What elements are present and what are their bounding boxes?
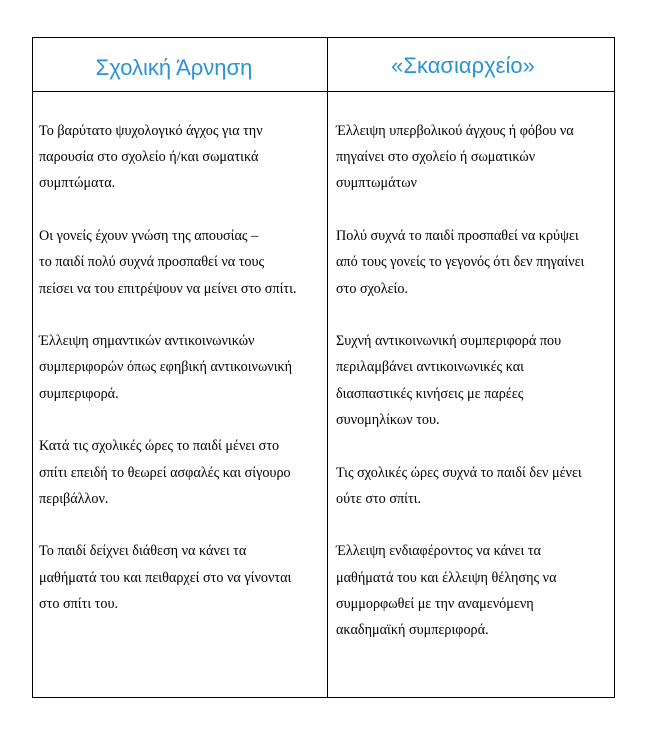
left-line: Οι γονείς έχουν γνώση της απουσίας – <box>39 228 259 245</box>
right-line: Έλλειψη ενδιαφέροντος να κάνει τα <box>336 543 541 560</box>
right-paragraph-4 <box>336 460 614 512</box>
left-paragraph-4 <box>39 433 323 512</box>
right-line: ούτε στο σπίτι. <box>336 490 422 507</box>
right-line: πηγαίνει στο σχολείο ή σωματικών <box>336 149 536 166</box>
right-line: μαθήματά του και έλλειψη θέλησης να <box>336 569 557 586</box>
left-line: Κατά τις σχολικές ώρες το παιδί μένει στο <box>39 438 280 455</box>
right-line: συμπτωμάτων <box>336 175 417 192</box>
right-line: Πολύ συχνά το παιδί προσπαθεί να κρύψει <box>336 228 579 245</box>
left-column-cell <box>39 118 323 644</box>
left-line: πείσει να του επιτρέψουν να μείνει στο σπίτι. <box>39 280 297 297</box>
header-divider <box>33 91 614 92</box>
right-paragraph-1 <box>336 118 614 197</box>
left-paragraph-2 <box>39 223 323 302</box>
left-paragraph-1 <box>39 118 323 197</box>
right-line: συνομηλίκων του. <box>336 411 440 428</box>
left-line: μαθήματά του και πειθαρχεί στο να γίνονται <box>39 569 292 586</box>
header-truancy-label: «Σκασιαρχείο» <box>391 52 535 78</box>
left-line: περιβάλλον. <box>39 490 109 507</box>
right-line: Έλλειψη υπερβολικού άγχους ή φόβου να <box>336 123 574 139</box>
header-school-refusal <box>33 38 327 91</box>
left-paragraph-3 <box>39 328 323 407</box>
right-line: Συχνή αντικοινωνική συμπεριφορά που <box>336 333 562 350</box>
right-paragraph-5 <box>336 538 614 643</box>
left-line: συμπεριφορά. <box>39 385 119 402</box>
right-line: συμμορφωθεί με την αναμενόμενη <box>336 595 534 612</box>
comparison-table <box>32 37 615 698</box>
left-line: Έλλειψη σημαντικών αντικοινωνικών <box>39 333 255 350</box>
left-line: στο σπίτι του. <box>39 595 119 612</box>
right-paragraph-3 <box>336 328 614 433</box>
right-line: Τις σχολικές ώρες συχνά το παιδί δεν μένει <box>336 464 582 481</box>
left-line: το παιδί πολύ συχνά προσπαθεί να τους <box>39 254 265 271</box>
right-column-cell <box>336 118 614 670</box>
right-line: ακαδημαϊκή συμπεριφορά. <box>336 622 489 639</box>
left-line: συμπεριφορών όπως εφηβική αντικοινωνική <box>39 359 293 376</box>
header-truancy <box>328 38 616 91</box>
right-line: από τους γονείς το γεγονός ότι δεν πηγαίνει <box>336 254 585 271</box>
right-line: στο σχολείο. <box>336 280 409 297</box>
left-paragraph-5 <box>39 538 323 617</box>
left-line: παρουσία στο σχολείο ή/και σωματικά <box>39 149 259 166</box>
left-line: σπίτι επειδή το θεωρεί ασφαλές και σίγουρο <box>39 464 291 481</box>
right-line: περιλαμβάνει αντικοινωνικές και <box>336 359 524 376</box>
right-line: διασπαστικές κινήσεις με παρέες <box>336 385 524 402</box>
left-line: συμπτώματα. <box>39 175 116 192</box>
right-paragraph-2 <box>336 223 614 302</box>
left-line: Το παιδί δείχνει διάθεση να κάνει τα <box>39 543 247 560</box>
left-line: Το βαρύτατο ψυχολογικό άγχος για την <box>39 123 263 139</box>
column-divider <box>327 38 328 697</box>
header-school-refusal-label: Σχολική Άρνηση <box>95 54 253 80</box>
